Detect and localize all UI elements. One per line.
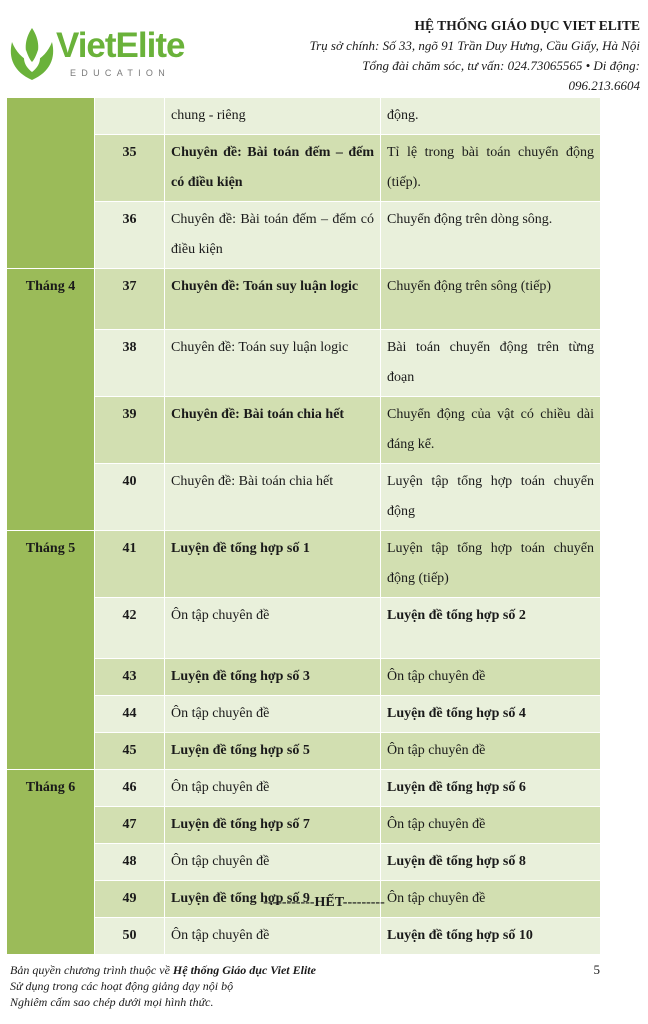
topic-cell: Luyện đề tổng hợp số 6 — [381, 770, 601, 807]
organization-header — [220, 16, 640, 96]
topic-cell: Chuyên đề: Bài toán đếm – đếm có điều kiện — [165, 135, 381, 202]
table-row — [7, 696, 601, 733]
org-hotline: Tổng đài chăm sóc, tư vấn: 024.73065565 • Di động: — [362, 58, 640, 73]
topic-cell: Chuyên đề: Bài toán đếm – đếm có điều kiện — [165, 202, 381, 269]
footer-brand: Hệ thống Giáo dục Viet Elite — [172, 963, 316, 977]
topic-cell: Luyện tập tổng hợp toán chuyển động — [381, 464, 601, 531]
topic-cell: Luyện đề tổng hợp số 3 — [165, 659, 381, 696]
topic-cell: Ôn tập chuyên đề — [165, 770, 381, 807]
table-row — [7, 733, 601, 770]
table-row — [7, 770, 601, 807]
org-address: Trụ sở chính: Số 33, ngõ 91 Trần Duy Hưng, Cầu Giấy, Hà Nội — [309, 38, 640, 53]
month-cell: Tháng 5 — [7, 531, 95, 770]
org-mobile: 096.213.6604 — [568, 78, 640, 93]
topic-cell: Chuyển động trên dòng sông. — [381, 202, 601, 269]
topic-cell: Luyện đề tổng hợp số 5 — [165, 733, 381, 770]
table-row — [7, 598, 601, 659]
lesson-number: 44 — [95, 696, 165, 733]
footer-prefix: Bản quyền chương trình thuộc về — [10, 963, 173, 977]
footer-line-3: Nghiêm cấm sao chép dưới mọi hình thức. — [10, 995, 214, 1009]
topic-cell: Luyện đề tổng hợp số 2 — [381, 598, 601, 659]
table-row — [7, 531, 601, 598]
table-row — [7, 330, 601, 397]
table-row — [7, 269, 601, 330]
table-row — [7, 918, 601, 955]
table-row — [7, 397, 601, 464]
flame-leaf-icon — [6, 22, 58, 84]
lesson-number: 39 — [95, 397, 165, 464]
lesson-number: 49 — [95, 881, 165, 918]
topic-cell: Bài toán chuyển động trên từng đoạn — [381, 330, 601, 397]
lesson-number: 46 — [95, 770, 165, 807]
topic-cell: Chuyên đề: Toán suy luận logic — [165, 330, 381, 397]
org-name: HỆ THỐNG GIÁO DỤC VIET ELITE — [414, 18, 640, 33]
topic-cell: Chuyên đề: Bài toán chia hết — [165, 464, 381, 531]
topic-cell: Ôn tập chuyên đề — [381, 733, 601, 770]
table-row — [7, 135, 601, 202]
lesson-number: 47 — [95, 807, 165, 844]
topic-cell: Ôn tập chuyên đề — [165, 918, 381, 955]
topic-cell: Luyện đề tổng hợp số 4 — [381, 696, 601, 733]
topic-cell: Chuyên đề: Toán suy luận logic — [165, 269, 381, 330]
topic-cell: chung - riêng — [165, 98, 381, 135]
topic-cell: Chuyển động trên sông (tiếp) — [381, 269, 601, 330]
lesson-number: 43 — [95, 659, 165, 696]
lesson-number: 41 — [95, 531, 165, 598]
copyright-footer — [10, 962, 316, 1010]
lesson-number — [95, 98, 165, 135]
topic-cell: động. — [381, 98, 601, 135]
topic-cell: Luyện tập tổng hợp toán chuyển động (tiếp) — [381, 531, 601, 598]
lesson-number: 36 — [95, 202, 165, 269]
end-marker: -----------HẾT--------- — [263, 895, 385, 910]
topic-cell: Luyện đề tổng hợp số 9 — [165, 881, 381, 918]
lesson-number: 48 — [95, 844, 165, 881]
lesson-number: 35 — [95, 135, 165, 202]
topic-cell: Ôn tập chuyên đề — [165, 696, 381, 733]
lesson-number: 40 — [95, 464, 165, 531]
topic-cell: Luyện đề tổng hợp số 1 — [165, 531, 381, 598]
footer-line-1 — [10, 962, 316, 978]
topic-cell: Tỉ lệ trong bài toán chuyển động (tiếp). — [381, 135, 601, 202]
table-row — [7, 844, 601, 881]
logo-subtitle: EDUCATION — [70, 68, 171, 78]
table-row — [7, 464, 601, 531]
topic-cell: Chuyển động của vật có chiều dài đáng kể. — [381, 397, 601, 464]
topic-cell: Luyện đề tổng hợp số 10 — [381, 918, 601, 955]
vietelite-logo — [6, 22, 221, 84]
lesson-number: 45 — [95, 733, 165, 770]
topic-cell: Chuyên đề: Bài toán chia hết — [165, 397, 381, 464]
table-row — [7, 98, 601, 135]
month-cell: Tháng 4 — [7, 269, 95, 531]
page-number: 5 — [593, 962, 600, 977]
topic-cell: Ôn tập chuyên đề — [165, 598, 381, 659]
lesson-number: 42 — [95, 598, 165, 659]
logo-wordmark: VietElite — [56, 26, 185, 65]
footer-line-2: Sử dụng trong các hoạt động giảng dạy nội bộ — [10, 979, 234, 993]
lesson-number: 38 — [95, 330, 165, 397]
month-cell: Tháng 6 — [7, 770, 95, 955]
lesson-number: 50 — [95, 918, 165, 955]
topic-cell: Ôn tập chuyên đề — [165, 844, 381, 881]
schedule-table — [6, 97, 601, 955]
topic-cell: Luyện đề tổng hợp số 8 — [381, 844, 601, 881]
topic-cell: Ôn tập chuyên đề — [381, 807, 601, 844]
month-cell — [7, 98, 95, 269]
lesson-number: 37 — [95, 269, 165, 330]
topic-cell: Ôn tập chuyên đề — [381, 881, 601, 918]
topic-cell: Ôn tập chuyên đề — [381, 659, 601, 696]
table-row — [7, 807, 601, 844]
table-row — [7, 659, 601, 696]
topic-cell: Luyện đề tổng hợp số 7 — [165, 807, 381, 844]
table-row — [7, 202, 601, 269]
